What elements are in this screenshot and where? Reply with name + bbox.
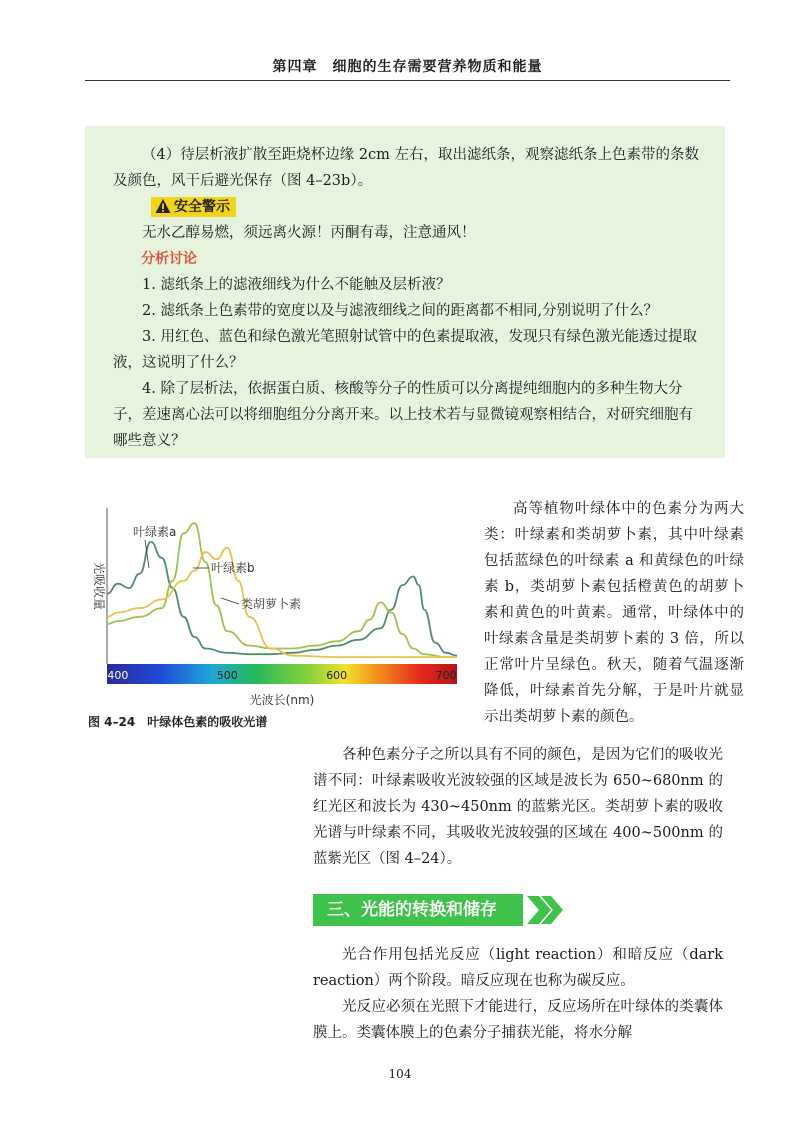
paragraph-2: 光反应必须在光照下才能进行，反应场所在叶绿体的类囊体膜上。类囊体膜上的色素分子捕获光能，将水分解 bbox=[313, 999, 723, 1041]
chapter-header: 第四章 细胞的生存需要营养物质和能量 bbox=[272, 59, 543, 75]
step-4-text: （4）待层析液扩散至距烧杯边缘 2cm 左右，取出滤纸条，观察滤纸条上色素带的条数及颜色，风干后避光保存（图 4–23b）。 bbox=[113, 147, 700, 189]
question-3: 3. 用红色、蓝色和绿色激光笔照射试管中的色素提取液，发现只有绿色激光能透过提取液，这说明了什么？ bbox=[113, 329, 697, 371]
experiment-box-content bbox=[113, 142, 703, 454]
label-chlorophyll-b: 叶绿素b bbox=[211, 561, 255, 575]
label-carotenoid: 类胡萝卜素 bbox=[241, 597, 302, 611]
page-number: 104 bbox=[388, 1067, 412, 1081]
question-1: 1. 滤纸条上的滤液细线为什么不能触及层析液？ bbox=[142, 277, 451, 293]
side-paragraph: 高等植物叶绿体中的色素分为两大类：叶绿素和类胡萝卜素，其中叶绿素包括蓝绿色的叶绿素 a 和黄绿色的叶绿素 b，类胡萝卜素包括橙黄色的胡萝卜素和黄色的叶黄素。通常，叶绿体中的叶绿素含量是类胡萝卜素的 3 倍，所以正常叶片呈绿色。秋天，随着气温逐渐降低，叶绿素首先分解，于是叶片就显示出类胡萝卜素的颜色。 bbox=[484, 501, 744, 725]
main-paragraph: 各种色素分子之所以具有不同的颜色，是因为它们的吸收光谱不同：叶绿素吸收光波较强的区域是波长为 650~680nm 的红光区和波长为 430~450nm 的蓝紫光区。类胡萝卜素的吸收光谱与叶绿素不同，其吸收光波较强的区域在 400~500nm 的蓝紫光区（图 4–24）。 bbox=[313, 747, 723, 867]
question-2: 2. 滤纸条上色素带的宽度以及与滤液细线之间的距离都不相同,分别说明了什么？ bbox=[142, 303, 659, 319]
x-tick-label: 700 bbox=[435, 669, 457, 682]
x-tick-label: 400 bbox=[107, 669, 129, 682]
discussion-title: 分析讨论 bbox=[141, 251, 197, 267]
warning-badge bbox=[151, 197, 236, 217]
section-title: 三、光能的转换和储存 bbox=[313, 894, 523, 926]
double-chevron-icon bbox=[525, 894, 565, 926]
x-axis-label: 光波长(nm) bbox=[249, 693, 315, 707]
light-reaction-text bbox=[313, 942, 723, 1046]
question-4: 4. 除了层析法，依据蛋白质、核酸等分子的性质可以分离提纯细胞内的多种生物大分子，差速离心法可以将细胞组分分离开来。以上技术若与显微镜观察相结合，对研究细胞有哪些意义？ bbox=[113, 381, 693, 449]
y-axis-label: 光吸收量 bbox=[92, 561, 106, 611]
figure-caption: 图 4–24 叶绿体色素的吸收光谱 bbox=[88, 715, 268, 729]
warning-text: 无水乙醇易燃，须远离火源！丙酮有毒，注意通风！ bbox=[142, 225, 476, 241]
x-tick-label: 600 bbox=[326, 669, 348, 682]
section-heading bbox=[313, 894, 558, 926]
absorption-spectrum-chart bbox=[85, 498, 463, 710]
x-tick-label: 500 bbox=[216, 669, 238, 682]
warning-row bbox=[113, 194, 703, 220]
pigment-description bbox=[484, 496, 744, 730]
experiment-box bbox=[85, 126, 725, 458]
warning-icon bbox=[155, 198, 171, 214]
label-chlorophyll-a: 叶绿素a bbox=[133, 525, 177, 539]
warning-title: 安全警示 bbox=[174, 199, 230, 215]
paragraph-1: 光合作用包括光反应（light reaction）和暗反应（dark reaction）两个阶段。暗反应现在也称为碳反应。 bbox=[313, 947, 723, 989]
spectrum-bar bbox=[107, 664, 457, 684]
absorption-description bbox=[313, 742, 723, 872]
header-rule bbox=[85, 80, 730, 81]
